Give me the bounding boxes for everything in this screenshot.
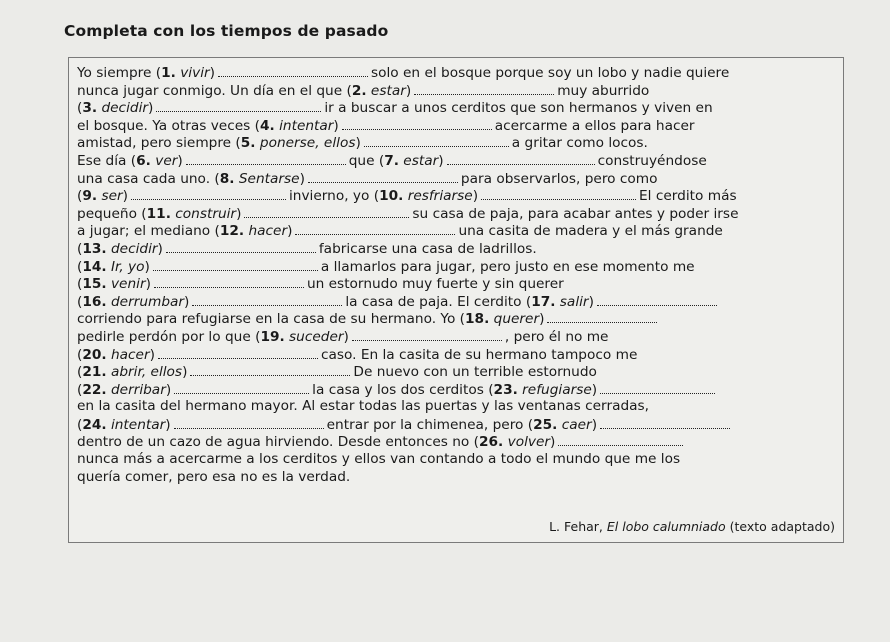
- text-segment: pedirle perdón por lo que (: [77, 328, 261, 345]
- text-segment: Ese día (: [77, 152, 137, 169]
- verb-hint: caer: [561, 416, 592, 433]
- attribution: [549, 519, 835, 534]
- text-segment: dentro de un cazo de agua hirviendo. Desde entonces no (: [77, 434, 479, 451]
- text-segment: a gritar como locos.: [511, 135, 648, 152]
- verb-hint: ver: [155, 152, 178, 169]
- item-number: 23.: [493, 381, 518, 398]
- text-line: [77, 240, 833, 258]
- text-line: [77, 363, 833, 381]
- text-segment: (: [77, 276, 83, 293]
- text-segment: ): [236, 205, 242, 222]
- text-segment: el bosque. Ya otras veces (: [77, 117, 260, 134]
- item-number: 12.: [219, 223, 245, 240]
- text-segment: ): [177, 152, 183, 169]
- item-number: 15.: [82, 276, 107, 293]
- text-segment: amistad, pero siempre (: [77, 135, 241, 152]
- text-line: [77, 222, 833, 240]
- attribution-book-title: El lobo calumniado: [606, 519, 726, 534]
- answer-blank[interactable]: [190, 363, 350, 376]
- item-number: 13.: [82, 240, 107, 257]
- answer-blank[interactable]: [600, 381, 715, 394]
- text-segment: (: [77, 100, 83, 117]
- text-segment: invierno, yo (: [288, 188, 380, 205]
- text-line: [77, 99, 833, 117]
- text-line: [77, 310, 833, 328]
- item-number: 2.: [351, 82, 367, 99]
- answer-blank[interactable]: [481, 187, 636, 200]
- item-number: 7.: [384, 152, 399, 169]
- text-segment: ): [591, 416, 598, 433]
- item-number: 6.: [136, 152, 151, 169]
- text-line: [77, 433, 833, 451]
- item-number: 22.: [82, 381, 107, 398]
- verb-hint: hacer: [110, 346, 150, 363]
- text-segment: De nuevo con un terrible estornudo: [353, 364, 597, 381]
- verb-hint: abrir, ellos: [110, 364, 183, 381]
- text-segment: (: [77, 240, 83, 257]
- verb-hint: intentar: [279, 117, 334, 134]
- text-segment: ): [355, 135, 361, 152]
- text-line: [77, 170, 833, 188]
- item-number: 10.: [379, 188, 404, 205]
- verb-hint: estar: [370, 82, 406, 99]
- text-line: [77, 64, 833, 82]
- text-segment: Yo siempre (: [77, 65, 162, 81]
- answer-blank[interactable]: [352, 328, 502, 341]
- verb-hint: refugiarse: [522, 381, 592, 398]
- text-line: [77, 82, 833, 100]
- text-segment: ): [299, 170, 305, 187]
- text-segment: caso. En la casita de su hermano tampoco me: [320, 346, 638, 363]
- text-segment: la casa de paja. El cerdito (: [345, 293, 532, 310]
- text-segment: ): [588, 293, 594, 310]
- text-segment: (: [77, 188, 83, 205]
- answer-blank[interactable]: [156, 99, 321, 112]
- text-segment: construyéndose: [597, 152, 707, 169]
- text-line: [77, 117, 833, 135]
- item-number: 21.: [82, 364, 107, 381]
- text-line: [77, 258, 833, 276]
- answer-blank[interactable]: [447, 152, 595, 165]
- text-segment: ): [144, 258, 150, 275]
- text-line: [77, 398, 833, 416]
- answer-blank[interactable]: [547, 310, 657, 323]
- text-line: [77, 346, 833, 364]
- text-segment: una casita de madera y el más grande: [458, 223, 723, 240]
- text-segment: pequeño (: [77, 205, 147, 222]
- answer-blank[interactable]: [154, 275, 304, 288]
- item-number: 14.: [82, 258, 107, 275]
- answer-blank[interactable]: [218, 64, 368, 77]
- text-segment: (: [77, 293, 83, 310]
- text-segment: solo en el bosque porque soy un lobo y nadie quiere: [370, 65, 730, 81]
- item-number: 19.: [260, 328, 285, 345]
- text-line: [77, 134, 833, 152]
- text-segment: ): [539, 311, 545, 328]
- text-segment: ): [148, 100, 154, 117]
- verb-hint: decidir: [101, 100, 148, 117]
- text-segment: en la casita del hermano mayor. Al estar todas las puertas y las ventanas cerradas,: [77, 398, 650, 415]
- item-number: 1.: [161, 65, 176, 81]
- text-segment: ): [184, 293, 190, 310]
- item-number: 16.: [82, 293, 107, 310]
- verb-hint: vivir: [180, 65, 210, 81]
- attribution-note: (texto adaptado): [725, 519, 835, 534]
- text-segment: ): [333, 117, 339, 134]
- text-segment: un estornudo muy fuerte y sin querer: [306, 276, 564, 293]
- text-segment: (: [77, 364, 83, 381]
- item-number: 8.: [219, 170, 235, 187]
- verb-hint: Ir, yo: [110, 258, 145, 275]
- text-segment: a llamarlos para jugar, pero justo en ese momento me: [320, 258, 695, 275]
- answer-blank[interactable]: [174, 381, 309, 394]
- verb-hint: salir: [559, 293, 589, 310]
- answer-blank[interactable]: [153, 258, 318, 271]
- text-segment: ): [165, 381, 172, 398]
- text-segment: ): [287, 223, 293, 240]
- text-line: [77, 451, 833, 469]
- attribution-author: L. Fehar,: [549, 519, 607, 534]
- text-segment: ): [149, 346, 155, 363]
- text-segment: una casa cada uno. (: [77, 170, 220, 187]
- exercise-text: [77, 64, 833, 486]
- text-segment: para observarlos, pero como: [460, 170, 658, 187]
- item-number: 17.: [531, 293, 556, 310]
- item-number: 18.: [465, 311, 490, 328]
- text-segment: ): [165, 416, 171, 433]
- exercise-box: [68, 57, 844, 543]
- item-number: 5.: [240, 135, 256, 152]
- text-segment: ): [472, 188, 479, 205]
- text-segment: nunca más a acercarme a los cerditos y ellos van contando a todo el mundo que me los: [77, 451, 681, 468]
- text-line: [77, 293, 833, 311]
- text-segment: ): [209, 65, 215, 81]
- text-segment: ): [405, 82, 412, 99]
- answer-blank[interactable]: [308, 170, 458, 183]
- verb-hint: derrumbar: [110, 293, 185, 310]
- text-line: [77, 469, 833, 487]
- verb-hint: intentar: [110, 416, 166, 433]
- text-segment: la casa y los dos cerditos (: [312, 381, 494, 398]
- text-segment: fabricarse una casa de ladrillos.: [318, 240, 537, 257]
- text-line: [77, 328, 833, 346]
- answer-blank[interactable]: [166, 240, 316, 253]
- answer-blank[interactable]: [158, 346, 318, 359]
- text-segment: ): [550, 434, 556, 451]
- text-segment: (: [77, 416, 83, 433]
- answer-blank[interactable]: [295, 222, 455, 235]
- verb-hint: querer: [493, 311, 540, 328]
- answer-blank[interactable]: [186, 152, 346, 165]
- text-segment: quería comer, pero esa no es la verdad.: [77, 468, 351, 485]
- text-line: [77, 205, 833, 223]
- verb-hint: volver: [507, 434, 551, 451]
- item-number: 3.: [82, 100, 98, 117]
- verb-hint: decidir: [110, 240, 158, 257]
- answer-blank[interactable]: [597, 293, 717, 306]
- answer-blank[interactable]: [342, 117, 492, 130]
- answer-blank[interactable]: [244, 205, 409, 218]
- verb-hint: resfriarse: [407, 188, 473, 205]
- text-segment: ): [438, 152, 444, 169]
- text-segment: su casa de paja, para acabar antes y poder irse: [412, 205, 739, 222]
- verb-hint: Sentarse: [238, 170, 300, 187]
- text-line: [77, 381, 833, 399]
- item-number: 11.: [146, 205, 171, 222]
- text-segment: El cerdito más: [639, 188, 737, 205]
- text-segment: ): [591, 381, 598, 398]
- item-number: 26.: [479, 434, 504, 451]
- item-number: 4.: [260, 117, 275, 134]
- text-segment: nunca jugar conmigo. Un día en el que (: [77, 82, 352, 99]
- answer-blank[interactable]: [558, 433, 683, 446]
- verb-hint: derribar: [110, 381, 166, 398]
- text-line: [77, 152, 833, 170]
- verb-hint: hacer: [248, 223, 288, 240]
- text-segment: (: [77, 258, 83, 275]
- text-segment: entrar por la chimenea, pero (: [326, 416, 534, 433]
- item-number: 20.: [82, 346, 107, 363]
- text-segment: ir a buscar a unos cerditos que son hermanos y viven en: [324, 100, 713, 117]
- page-title: Completa con los tiempos de pasado: [64, 22, 389, 40]
- text-line: [77, 416, 833, 434]
- text-segment: ): [145, 276, 151, 293]
- text-segment: (: [77, 381, 83, 398]
- text-segment: , pero él no me: [504, 328, 609, 345]
- verb-hint: ser: [101, 188, 123, 205]
- answer-blank[interactable]: [414, 82, 554, 95]
- item-number: 24.: [82, 416, 107, 433]
- text-line: [77, 275, 833, 293]
- text-segment: que (: [348, 152, 385, 169]
- text-segment: a jugar; el mediano (: [77, 223, 220, 240]
- text-segment: acercarme a ellos para hacer: [494, 117, 695, 134]
- verb-hint: estar: [403, 152, 439, 169]
- verb-hint: suceder: [289, 328, 344, 345]
- text-segment: (: [77, 346, 83, 363]
- text-segment: ): [182, 364, 188, 381]
- item-number: 9.: [82, 188, 98, 205]
- text-segment: ): [157, 240, 163, 257]
- answer-blank[interactable]: [364, 134, 509, 147]
- answer-blank[interactable]: [131, 187, 286, 200]
- answer-blank[interactable]: [192, 293, 342, 306]
- text-segment: ): [122, 188, 128, 205]
- text-segment: corriendo para refugiarse en la casa de su hermano. Yo (: [77, 311, 466, 328]
- verb-hint: venir: [110, 276, 146, 293]
- answer-blank[interactable]: [174, 416, 324, 429]
- text-line: [77, 187, 833, 205]
- answer-blank[interactable]: [600, 416, 730, 429]
- text-segment: muy aburrido: [557, 82, 650, 99]
- verb-hint: ponerse, ellos: [259, 135, 356, 152]
- item-number: 25.: [533, 416, 558, 433]
- text-segment: ): [343, 328, 349, 345]
- verb-hint: construir: [175, 205, 237, 222]
